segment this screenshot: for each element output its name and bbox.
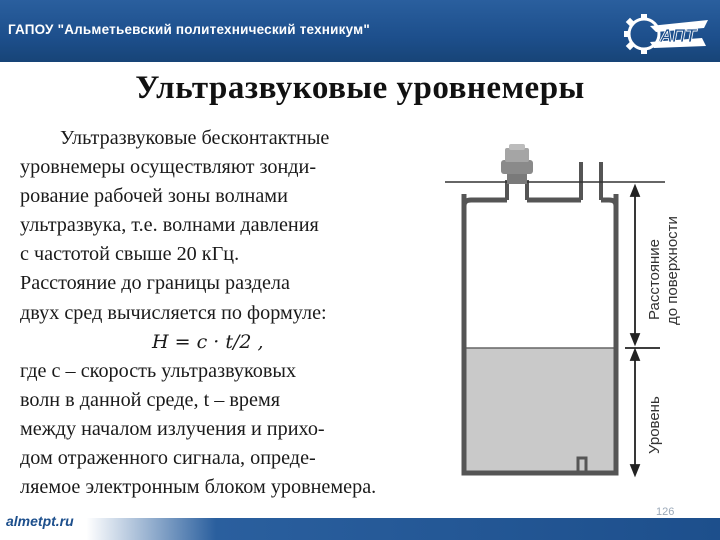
ultrasonic-sensor-icon [501,144,533,184]
body-line: волн в данной среде, t – время [20,388,281,411]
body-line: уровнемеры осуществляют зонди- [20,156,317,179]
body-line: Расстояние до границы раздела [20,272,290,295]
body-text [20,124,460,502]
level-meter-diagram [445,140,695,485]
liquid-fill [464,348,616,473]
tank-top [464,200,616,206]
logo-text: АПТ [659,26,697,46]
body-line: ляемое электронным блоком уровнемера. [20,476,377,499]
slide-title: Ультразвуковые уровнемеры [135,70,585,106]
distance-label-2: до поверхности [664,216,681,325]
page-number: 126 [656,506,675,518]
arrow-head [631,186,639,196]
formula: H = c · t/2 , [152,330,264,353]
body-line: Ультразвуковые бесконтактные [60,127,330,149]
arrow-head [631,350,639,360]
body-line: ультразвука, т.е. волнами давления [20,214,319,237]
arrow-head [631,465,639,475]
body-line: рование рабочей зоны волнами [20,185,288,208]
arrow-head [631,334,639,344]
body-line: где c – скорость ультразвуковых [20,359,297,382]
body-line: между началом излучения и прихо- [20,417,325,440]
level-label: Уровень [646,396,663,454]
footer-site-link[interactable]: almetpt.ru [6,513,74,529]
org-title: ГАПОУ "Альметьевский политехнический техникум" [8,22,370,37]
body-line: двух сред вычисляется по формуле: [20,301,327,324]
college-logo [620,6,712,58]
footer-bar [0,518,720,540]
body-line: дом отраженного сигнала, опреде- [20,447,316,470]
body-line: с частотой свыше 20 кГц. [20,243,240,266]
distance-label-1: Расстояние [646,238,663,320]
side-nozzle [581,162,601,200]
